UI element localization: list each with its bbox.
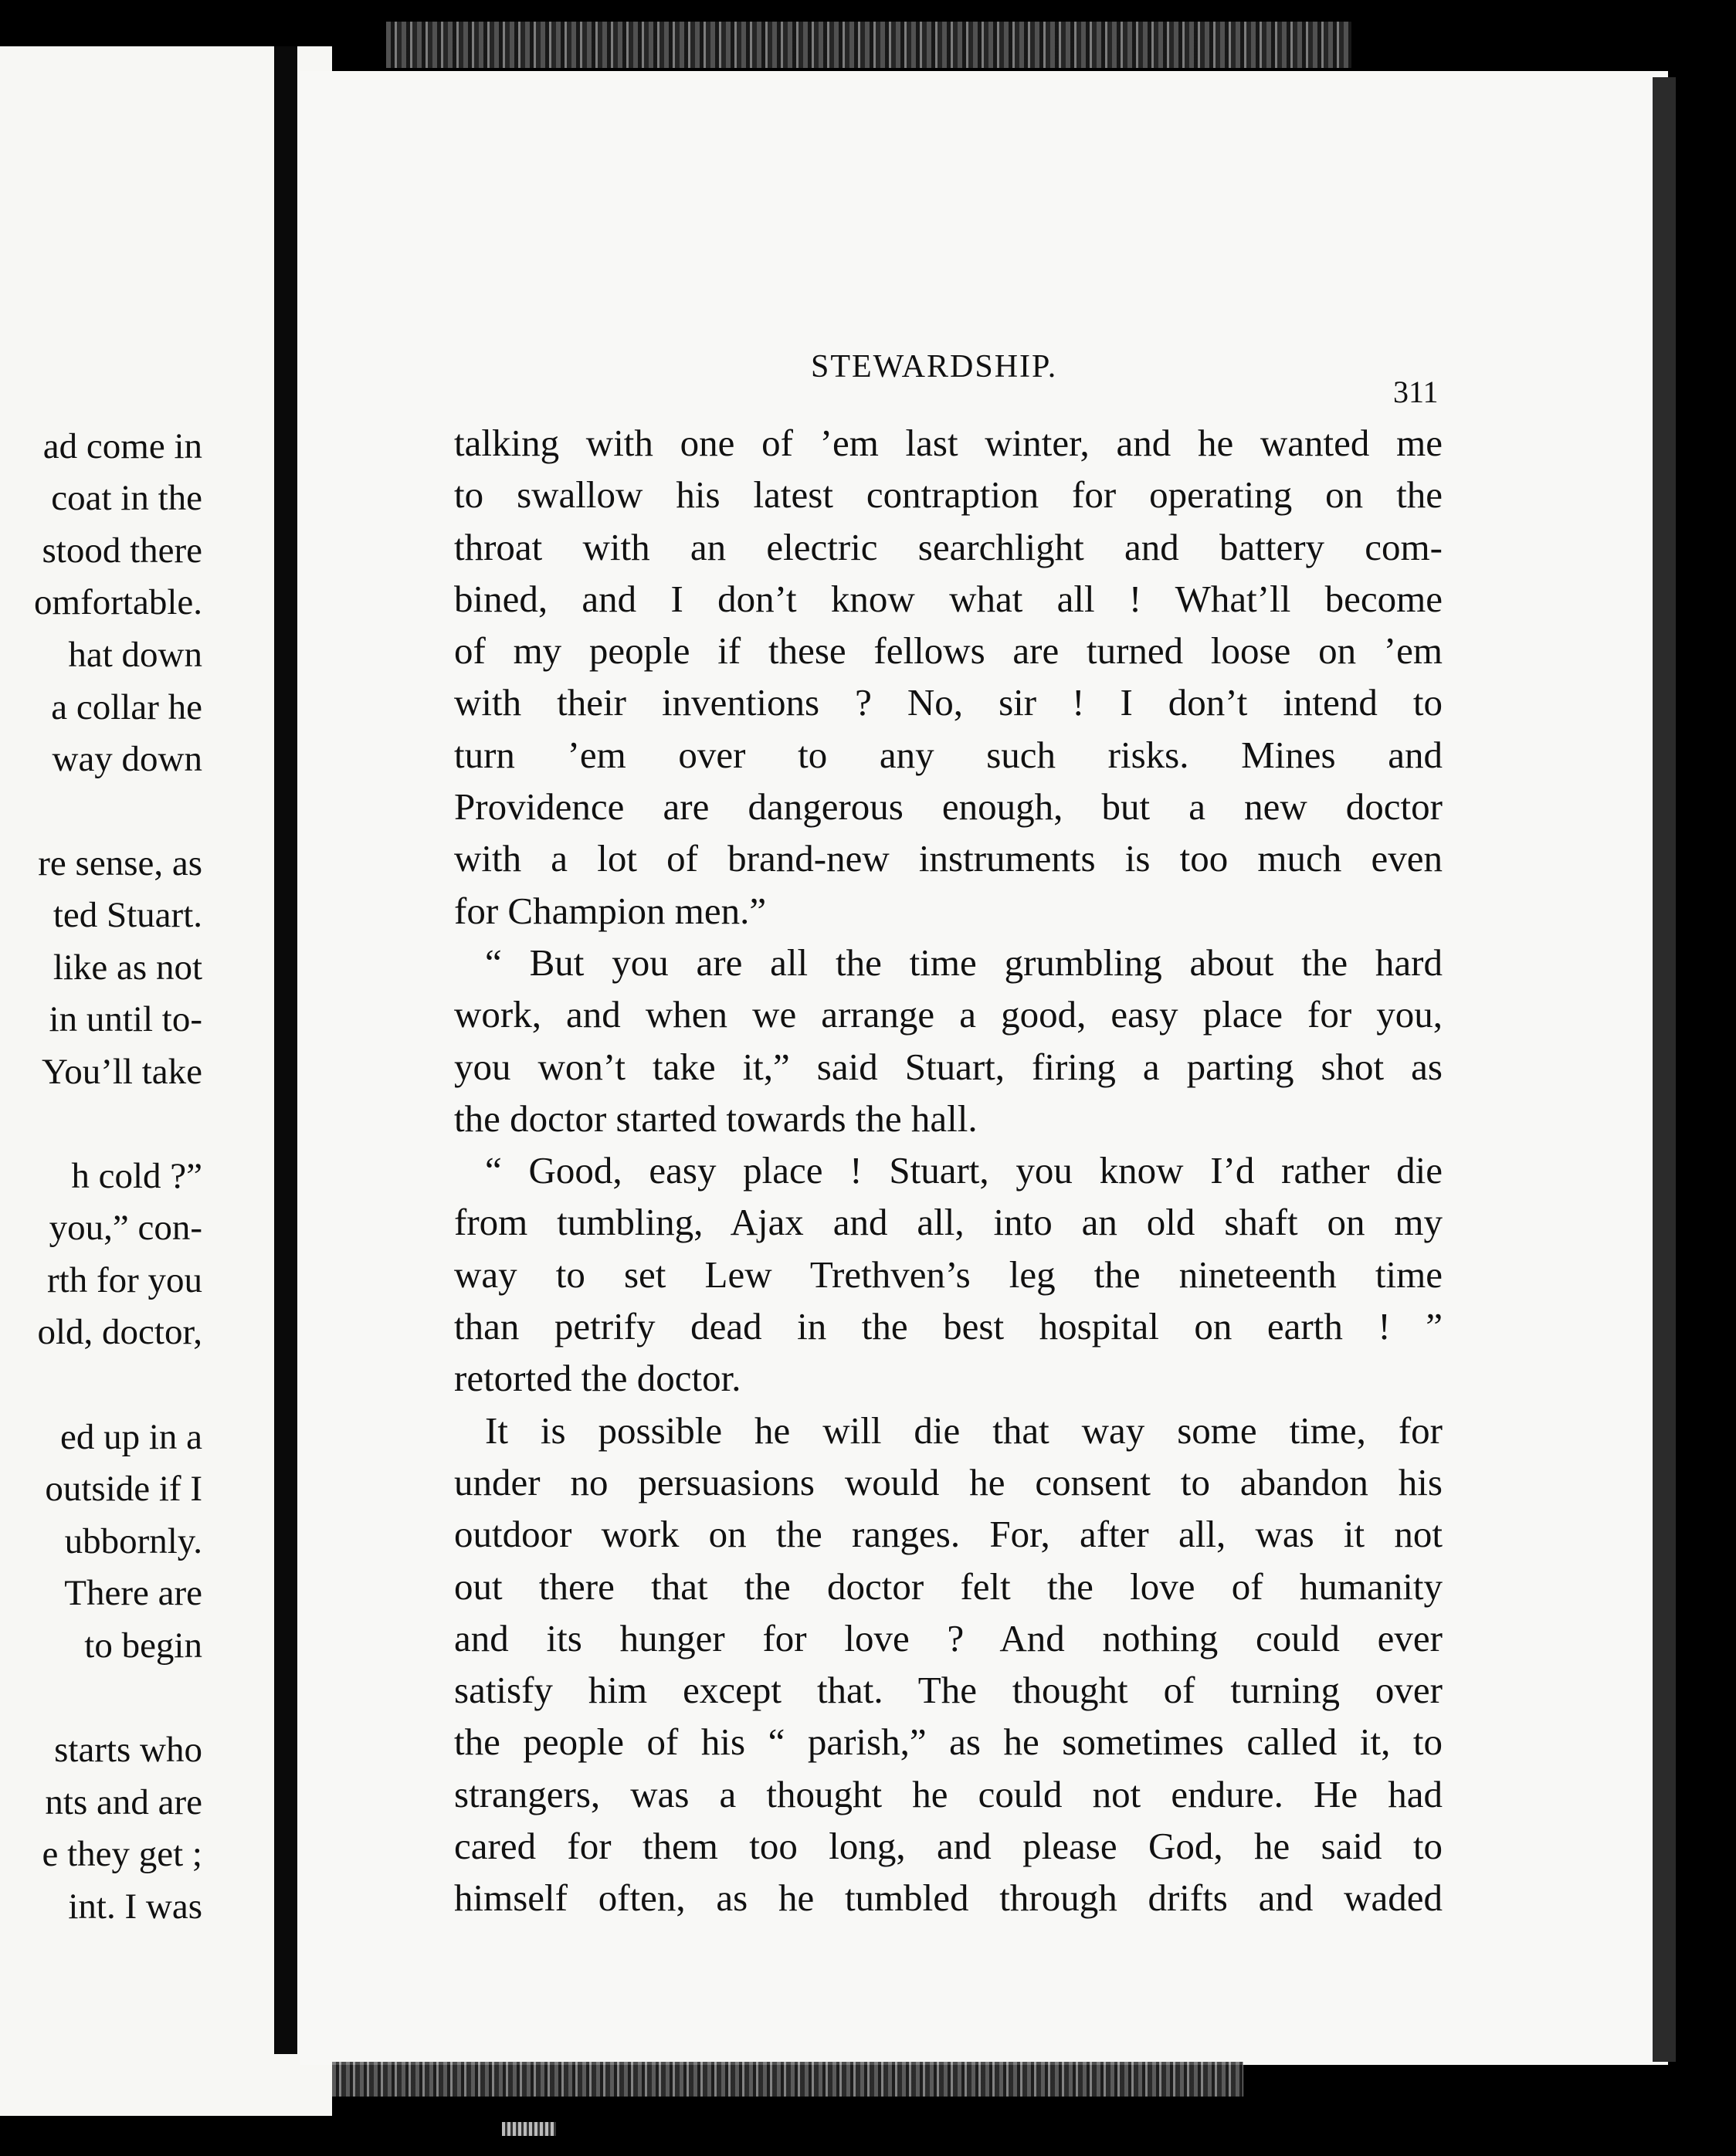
- left-text-line: in until to-: [49, 999, 202, 1039]
- text-line: strangers, was a thought he could not endure. He had: [454, 1772, 1443, 1815]
- text-line: to swallow his latest contraption for operating on the: [454, 473, 1443, 517]
- text-line: out there that the doctor felt the love of humanity: [454, 1564, 1443, 1608]
- left-text-line: re sense, as: [38, 843, 202, 883]
- text-line: from tumbling, Ajax and all, into an old shaft on my: [454, 1201, 1443, 1244]
- left-text-line: a collar he: [51, 687, 202, 727]
- text-line: throat with an electric searchlight and battery com-: [454, 525, 1443, 568]
- text-line: turn ’em over to any such risks. Mines and: [454, 733, 1443, 776]
- left-text-line: e they get ;: [42, 1834, 202, 1874]
- text-line: for Champion men.”: [454, 889, 767, 932]
- text-line: cared for them too long, and please God, he said to: [454, 1825, 1443, 1868]
- right-page-edge: [1653, 77, 1676, 2062]
- text-line: work, and when we arrange a good, easy place for you,: [454, 993, 1443, 1036]
- body-text: [454, 417, 1443, 1924]
- left-text-line: You’ll take: [41, 1052, 202, 1092]
- text-line: bined, and I don’t know what all ! What’ll become: [454, 577, 1443, 620]
- left-text-line: rth for you: [46, 1260, 202, 1300]
- text-line: It is possible he will die that way some time, for: [485, 1409, 1443, 1452]
- left-text-line: hat down: [68, 635, 202, 675]
- left-text-line: omfortable.: [34, 582, 202, 622]
- left-text-line: There are: [64, 1573, 202, 1613]
- text-line: the doctor started towards the hall.: [454, 1097, 978, 1140]
- left-text-line: starts who: [54, 1730, 202, 1770]
- bottom-page-edge: [332, 2062, 1243, 2097]
- text-line: under no persuasions would he consent to abandon his: [454, 1460, 1443, 1503]
- text-line: retorted the doctor.: [454, 1357, 741, 1400]
- text-line: the people of his “ parish,” as he sometimes called it, to: [454, 1720, 1443, 1764]
- text-line: than petrify dead in the best hospital on earth ! ”: [454, 1305, 1443, 1348]
- left-text-line: ubbornly.: [64, 1521, 202, 1561]
- left-text-line: coat in the: [51, 478, 202, 518]
- text-line: you won’t take it,” said Stuart, firing a parting shot as: [454, 1045, 1443, 1088]
- left-text-line: ted Stuart.: [53, 895, 202, 935]
- left-text-line: you,” con-: [49, 1208, 202, 1248]
- text-line: “ But you are all the time grumbling about the hard: [485, 941, 1443, 984]
- running-head: STEWARDSHIP.: [811, 349, 1058, 385]
- left-text-line: stood there: [42, 531, 202, 571]
- left-text-line: old, doctor,: [37, 1312, 202, 1352]
- left-text-line: way down: [52, 739, 202, 779]
- left-text-line: like as not: [53, 947, 202, 988]
- text-line: with their inventions ? No, sir ! I don’t intend to: [454, 681, 1443, 724]
- text-line: “ Good, easy place ! Stuart, you know I’d rather die: [485, 1149, 1443, 1192]
- scan-artifact: [502, 2122, 556, 2136]
- text-line: way to set Lew Trethven’s leg the nineteenth time: [454, 1253, 1443, 1296]
- book-gutter: [274, 46, 297, 2054]
- left-text-line: h cold ?”: [71, 1156, 202, 1196]
- text-line: with a lot of brand-new instruments is too much even: [454, 837, 1443, 880]
- left-text-line: nts and are: [45, 1782, 202, 1822]
- left-text-line: outside if I: [45, 1469, 202, 1509]
- text-line: himself often, as he tumbled through drifts and waded: [454, 1876, 1443, 1920]
- text-line: satisfy him except that. The thought of turning over: [454, 1669, 1443, 1712]
- left-text-line: to begin: [84, 1625, 202, 1666]
- text-line: and its hunger for love ? And nothing could ever: [454, 1616, 1443, 1659]
- page-number: 311: [1393, 375, 1439, 409]
- text-line: Providence are dangerous enough, but a new doctor: [454, 785, 1443, 829]
- left-text-line: ad come in: [42, 426, 202, 466]
- top-page-edge: [386, 22, 1351, 68]
- left-text-line: ed up in a: [59, 1417, 202, 1457]
- text-line: talking with one of ’em last winter, and he wanted me: [454, 422, 1443, 464]
- left-text-line: int. I was: [68, 1886, 202, 1927]
- text-line: of my people if these fellows are turned loose on ’em: [454, 629, 1443, 673]
- text-line: outdoor work on the ranges. For, after all, was it not: [454, 1513, 1443, 1556]
